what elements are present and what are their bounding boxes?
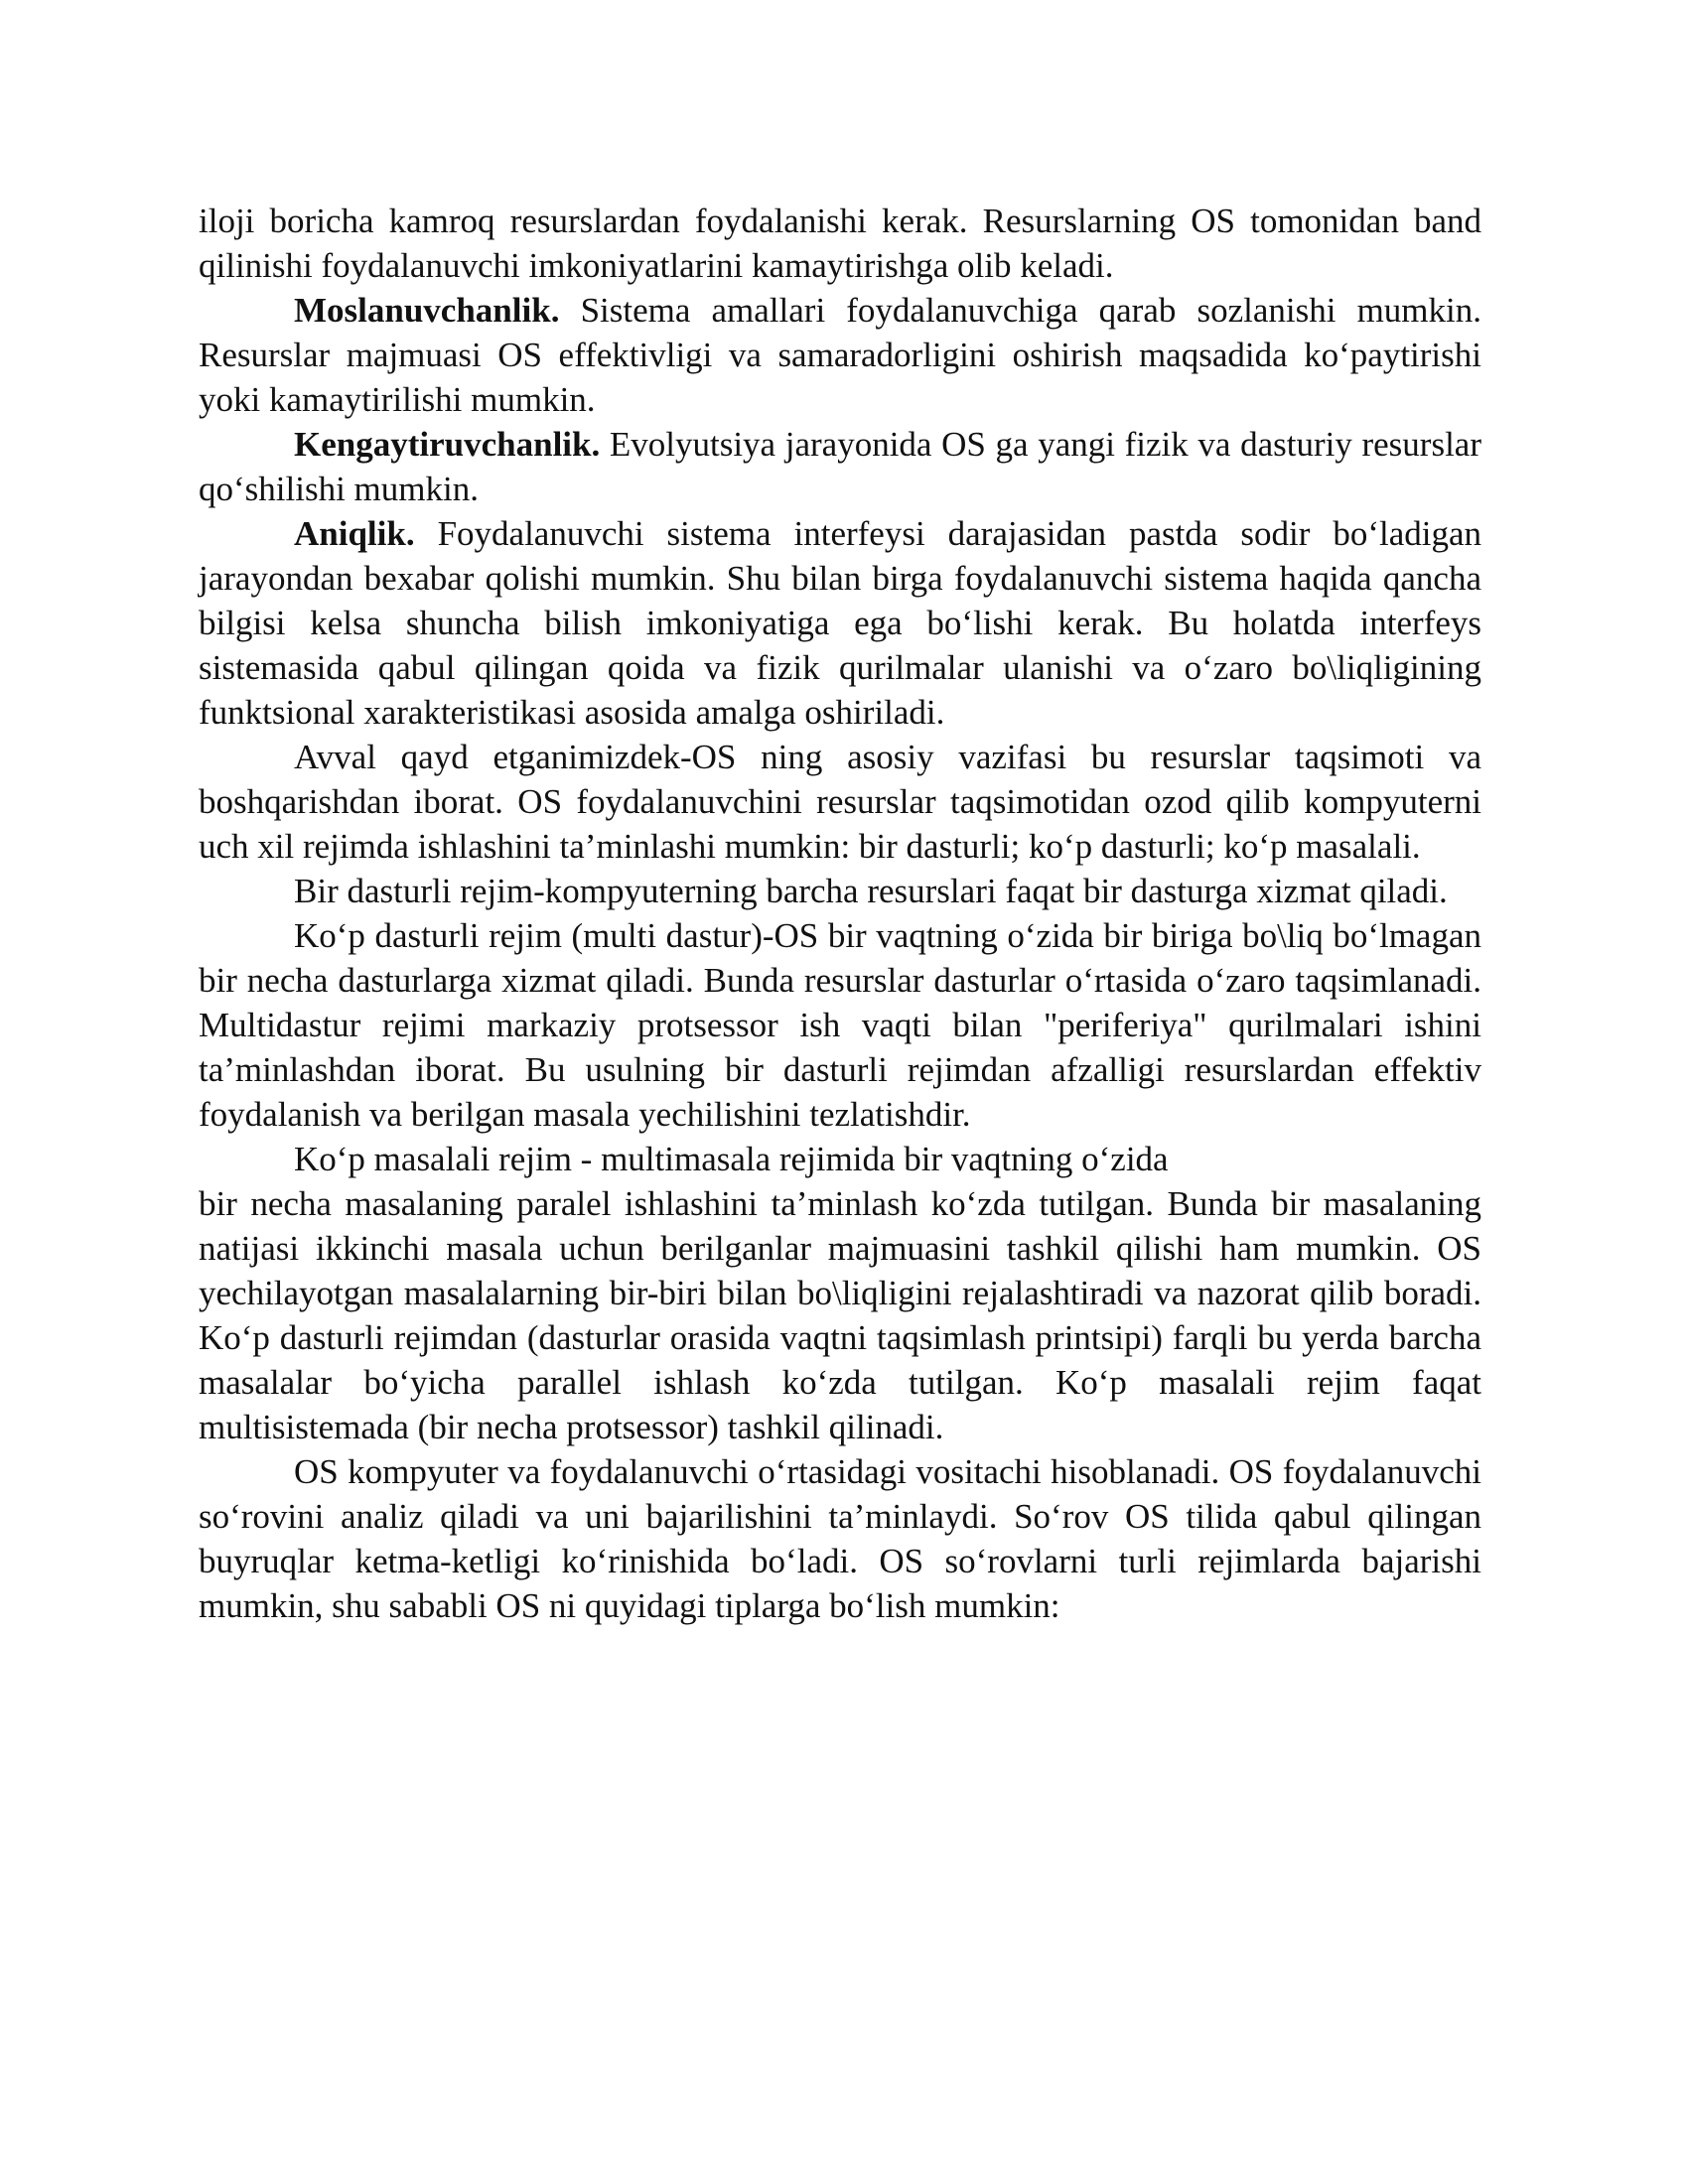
term-heading: Moslanuvchanlik.: [294, 291, 560, 330]
document-page: [199, 199, 1481, 1628]
paragraph-text: bir necha masalaning paralel ishlashini ta’minlash ko‘zda tutilgan. Bunda bir masalaning natijasi ikkinchi masala uchun berilganlar majmuasini tashkil qilishi ham mumkin. OS yechilayotgan masalalarning bir-biri bilan bo\liqligini rejalashtiradi va nazorat qilib boradi. Ko‘p dasturli rejimdan (dasturlar orasida vaqtni taqsimlash printsipi) farqli bu yerda barcha masalalar bo‘yicha parallel ishlash ko‘zda tutilgan. Ko‘p masalali rejim faqat multisistemada (bir necha protsessor) tashkil qilinadi.: [199, 1184, 1481, 1446]
paragraph-text: Ko‘p dasturli rejim (multi dastur)-OS bir vaqtning o‘zida bir biriga bo\liq bo‘lmagan bir necha dasturlarga xizmat qiladi. Bunda resurslar dasturlar o‘rtasida o‘zaro taqsimlanadi. Multidastur rejimi markaziy protsessor ish vaqti bilan "periferiya" qurilmalari ishini ta’minlashdan iborat. Bu usulning bir dasturli rejimdan afzalligi resurslardan effektiv foydalanish va berilgan masala yechilishini tezlatishdir.: [199, 916, 1481, 1134]
paragraph-continuation: [199, 199, 1481, 288]
paragraph-multitask-mode-body: [199, 1181, 1481, 1449]
paragraph-os-intermediary: [199, 1449, 1481, 1628]
paragraph-text: OS kompyuter va foydalanuvchi o‘rtasidagi vositachi hisoblanadi. OS foydalanuvchi so‘rovini analiz qiladi va uni bajarilishini ta’minlaydi. So‘rov OS tilida qabul qilingan buyruqlar ketma-ketligi ko‘rinishida bo‘ladi. OS so‘rovlarni turli rejimlarda bajarishi mumkin, shu sababli OS ni quyidagi tiplarga bo‘lish mumkin:: [199, 1452, 1481, 1625]
term-heading: Kengaytiruvchanlik.: [294, 425, 601, 464]
paragraph-multitask-mode-intro: [199, 1137, 1481, 1181]
paragraph-text: Avval qayd etganimizdek-OS ning asosiy vazifasi bu resurslar taqsimoti va boshqarishdan iborat. OS foydalanuvchini resurslar taqsimotidan ozod qilib kompyuterni uch xil rejimda ishlashini ta’minlashi mumkin: bir dasturli; ko‘p dasturli; ko‘p masalali.: [199, 738, 1481, 866]
paragraph-text: Foydalanuvchi sistema interfeysi darajasidan pastda sodir bo‘ladigan jarayondan bexabar qolishi mumkin. Shu bilan birga foydalanuvchi sistema haqida qancha bilgisi kelsa shuncha bilish imkoniyatiga ega bo‘lishi kerak. Bu holatda interfeys sistemasida qabul qilingan qoida va fizik qurilmalar ulanishi va o‘zaro bo\liqligining funktsional xarakteristikasi asosida amalga oshiriladi.: [199, 514, 1481, 732]
paragraph-moslanuvchanlik: [199, 288, 1481, 422]
paragraph-text: Sistema amallari foydalanuvchiga qarab sozlanishi mumkin. Resurslar majmuasi OS effektivligi va samaradorligini oshirish maqsadida ko‘paytirishi yoki kamaytirilishi mumkin.: [199, 291, 1481, 419]
paragraph-text: iloji boricha kamroq resurslardan foydalanishi kerak. Resurslarning OS tomonidan band qilinishi foydalanuvchi imkoniyatlarini kamaytirishga olib keladi.: [199, 202, 1481, 285]
paragraph-multi-program-mode: [199, 913, 1481, 1137]
paragraph-kengaytiruvchanlik: [199, 422, 1481, 511]
paragraph-text: Bir dasturli rejim-kompyuterning barcha resurslari faqat bir dasturga xizmat qiladi.: [294, 872, 1448, 910]
term-heading: Aniqlik.: [294, 514, 415, 553]
paragraph-single-program-mode: [199, 869, 1481, 913]
paragraph-text: Evolyutsiya jarayonida OS ga yangi fizik va dasturiy resurslar qo‘shilishi mumkin.: [199, 425, 1481, 508]
paragraph-aniqlik: [199, 511, 1481, 735]
paragraph-resources-overview: [199, 735, 1481, 869]
paragraph-text: Ko‘p masalali rejim - multimasala rejimida bir vaqtning o‘zida: [294, 1140, 1169, 1178]
